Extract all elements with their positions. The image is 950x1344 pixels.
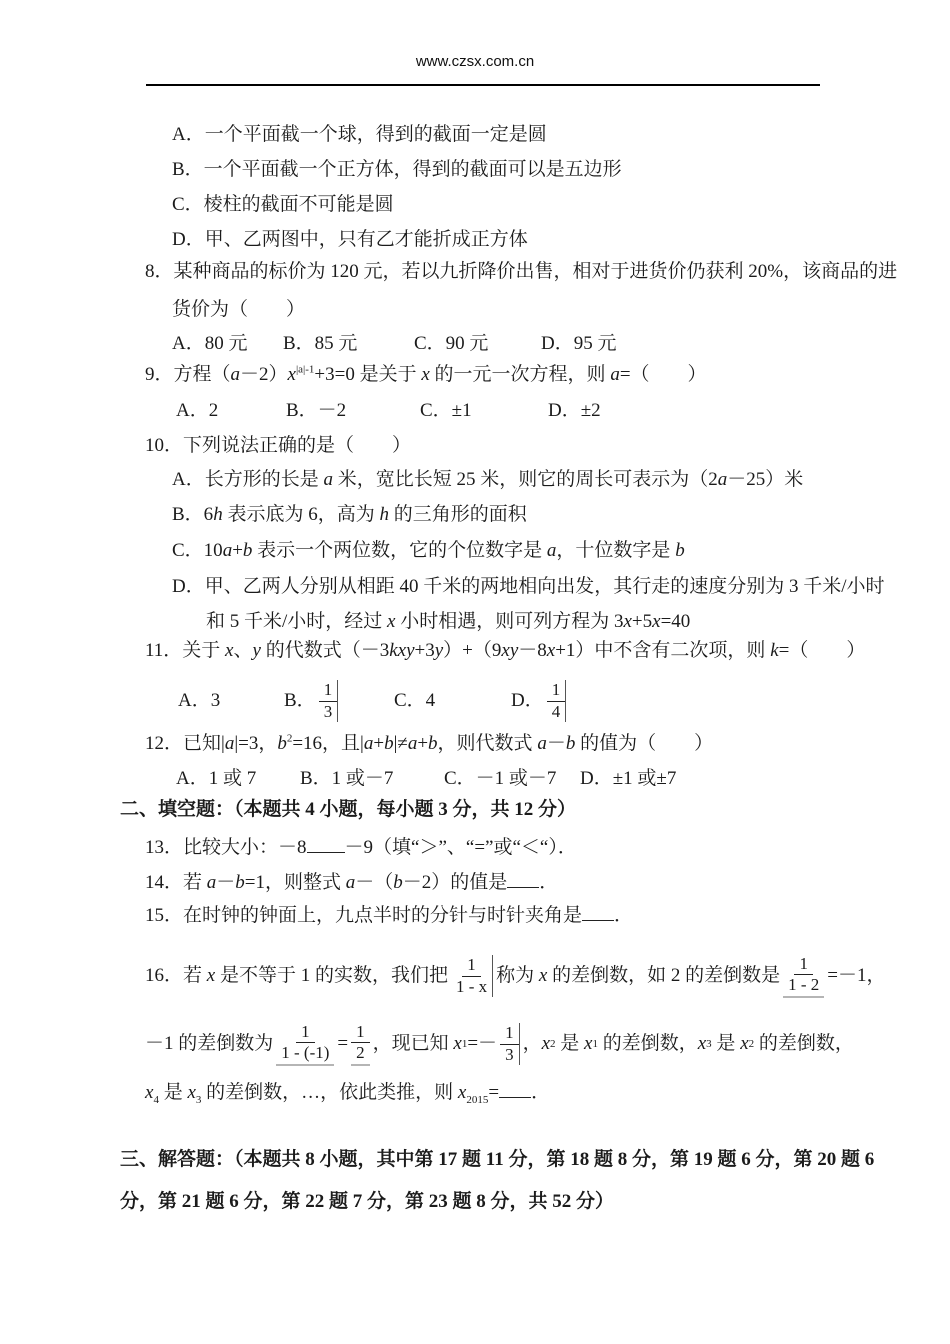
text-run: ）+（9 xyxy=(443,640,502,661)
math-variable: x xyxy=(538,965,548,986)
math-variable: x xyxy=(623,611,632,632)
text-run: 是 xyxy=(711,1033,741,1054)
math-variable: a xyxy=(345,872,356,893)
fraction-denominator: 3 xyxy=(505,1044,514,1064)
text-run: 的三角形的面积 xyxy=(388,504,527,525)
text-run: －2）的值是 xyxy=(402,872,508,893)
text-run: +3 xyxy=(414,640,435,661)
text-run: 10．下列说法正确的是（ ） xyxy=(145,435,412,456)
q16-line3 xyxy=(145,1078,550,1107)
fraction xyxy=(783,954,824,999)
math-variable: b xyxy=(675,540,685,561)
math-variable: a xyxy=(224,733,235,754)
text-run: 表示底为 6，高为 xyxy=(222,504,380,525)
fraction-numerator: 1 xyxy=(462,955,481,976)
fraction-denominator: 4 xyxy=(551,701,561,721)
text-run: =16，且| xyxy=(292,733,364,754)
math-variable: a xyxy=(323,469,333,490)
q10-option-d-cont xyxy=(206,608,690,636)
section3-header-line1 xyxy=(120,1146,874,1174)
text-run: =－ xyxy=(467,1033,498,1054)
subscript: 2015 xyxy=(466,1093,489,1106)
text-run: 的值为（ ） xyxy=(575,733,714,754)
text-run: 16．若 xyxy=(145,965,207,986)
math-variable: a xyxy=(230,364,241,385)
fraction xyxy=(351,1022,370,1067)
text-run: +1）中不含有二次项，则 xyxy=(555,640,771,661)
text-run: D．±1 或±7 xyxy=(580,768,677,789)
q7-option-d xyxy=(172,226,528,254)
text-run: C．－1 或－7 xyxy=(444,768,557,789)
q11-option-d xyxy=(511,669,569,733)
math-variable: k xyxy=(770,640,779,661)
math-variable: x xyxy=(397,640,407,661)
text-run: － xyxy=(216,872,236,893)
text-run: A．长方形的长是 xyxy=(172,469,324,490)
q8-line1 xyxy=(145,258,897,286)
math-variable: y xyxy=(252,640,261,661)
text-run: C．±1 xyxy=(420,400,472,421)
text-run: B．一个平面截一个正方体，得到的截面可以是五边形 xyxy=(172,159,622,180)
q15-stem xyxy=(145,901,633,930)
fraction-numerator: 1 xyxy=(351,1022,370,1043)
q9-stem xyxy=(145,361,707,389)
q9-option-b xyxy=(286,397,346,425)
text-run: A．一个平面截一个球，得到的截面一定是圆 xyxy=(172,124,547,145)
math-variable: h xyxy=(379,504,389,525)
text-run: A．3 xyxy=(178,690,221,711)
q10-stem xyxy=(145,432,411,460)
q11-option-c xyxy=(394,669,435,733)
text-run: B．1 或－7 xyxy=(300,768,394,789)
q7-option-b xyxy=(172,156,622,184)
math-variable: h xyxy=(213,504,223,525)
math-variable: b xyxy=(393,872,403,893)
math-variable: x xyxy=(584,1033,593,1054)
text-run: 9．方程（ xyxy=(145,364,231,385)
math-variable: x xyxy=(145,1082,154,1103)
text-run: 13．比较大小：－8 xyxy=(145,837,307,858)
math-variable: a xyxy=(546,540,557,561)
text-run: = xyxy=(337,1033,349,1054)
text-run: 的差倒数， xyxy=(597,1033,698,1054)
text-run: ，则代数式 xyxy=(437,733,538,754)
q12-stem xyxy=(145,730,713,758)
math-variable: b xyxy=(277,733,287,754)
fraction-denominator: 1 - 2 xyxy=(788,975,820,994)
fraction xyxy=(319,680,339,722)
math-variable: x xyxy=(187,1082,196,1103)
text-run: －8 xyxy=(518,640,547,661)
q16-line1 xyxy=(145,944,886,1008)
math-variable: y xyxy=(406,640,415,661)
q8-line2 xyxy=(172,296,305,324)
text-run: 分，第 21 题 6 分，第 22 题 7 分，第 23 题 8 分，共 52 分） xyxy=(120,1191,615,1212)
text-run: +3=0 是关于 xyxy=(314,364,422,385)
math-variable: x xyxy=(421,364,430,385)
q10-option-c xyxy=(172,537,685,565)
text-run: C．90 元 xyxy=(414,333,489,354)
q11-option-a xyxy=(178,669,220,733)
q16-line2: －1 的差倒数为 $\frac{1}{1 - (-1)}$ = $\frac{1}{2}$ ，现已知 x 1 =－ $\frac{1}{3}$ ， x 2 是 x 1 的差倒数， x 3 是 x 2 的差倒数， xyxy=(145,1012,854,1076)
text-run: 12．已知| xyxy=(145,733,225,754)
text-run: A．2 xyxy=(176,400,219,421)
text-run: 的一元一次方程，则 xyxy=(429,364,611,385)
text-run: 和 5 千米/小时，经过 xyxy=(206,611,388,632)
q8-option-a xyxy=(172,330,247,358)
text-run: =40 xyxy=(660,611,691,632)
fraction-denominator: 1 - x xyxy=(455,976,488,996)
text-run: D．甲、乙两图中，只有乙才能折成正方体 xyxy=(172,229,528,250)
math-variable: a xyxy=(222,540,233,561)
fraction xyxy=(500,1023,520,1065)
q12-option-a xyxy=(176,765,256,793)
section3-header-line2 xyxy=(120,1188,614,1216)
q8-option-c xyxy=(414,330,488,358)
text-run: －9（填“＞”、“=”或“＜“）． xyxy=(344,837,577,858)
fraction xyxy=(547,680,567,722)
q8-option-d xyxy=(541,330,616,358)
fraction xyxy=(451,955,493,997)
math-variable: x xyxy=(457,1082,467,1103)
text-run: 是 xyxy=(555,1033,585,1054)
fraction-numerator: 1 xyxy=(547,680,566,701)
answer-blank xyxy=(507,868,539,888)
q12-option-b xyxy=(300,765,393,793)
text-run: ， xyxy=(522,1033,542,1054)
math-variable: a xyxy=(537,733,547,754)
text-run: 15．在时钟的钟面上，九点半时的分针与时针夹角是 xyxy=(145,905,583,926)
fraction-denominator: 3 xyxy=(323,701,333,721)
text-run: + xyxy=(232,540,243,561)
text-run: 是不等于 1 的实数，我们把 xyxy=(215,965,448,986)
text-run: 的差倒数， xyxy=(754,1033,854,1054)
math-variable: k xyxy=(389,640,398,661)
text-run: 米，宽比长短 25 米，则它的周长可表示为（2 xyxy=(332,469,718,490)
text-run: 14．若 xyxy=(145,872,207,893)
text-run: 、 xyxy=(233,640,253,661)
q10-option-a xyxy=(172,466,803,494)
math-variable: x xyxy=(225,640,234,661)
q7-option-a xyxy=(172,121,547,149)
text-run: 是 xyxy=(158,1082,188,1103)
math-variable: x xyxy=(541,1033,551,1054)
q11-option-b xyxy=(284,669,341,733)
text-run: =1，则整式 xyxy=(244,872,346,893)
text-run: A．80 元 xyxy=(172,333,248,354)
answer-blank xyxy=(582,901,614,921)
text-run: 货价为（ ） xyxy=(172,299,306,320)
superscript: |a|-1 xyxy=(295,363,315,376)
text-run: =（ ） xyxy=(619,364,707,385)
text-run: 的差倒数，…，依此类推，则 xyxy=(201,1082,458,1103)
text-run: C．4 xyxy=(394,690,436,711)
math-variable: b xyxy=(384,733,394,754)
math-variable: b xyxy=(235,872,245,893)
text-run: 的差倒数，如 2 的差倒数是 xyxy=(547,965,781,986)
math-variable: b xyxy=(565,733,576,754)
text-run: 三、解答题：（本题共 8 小题，其中第 17 题 11 分，第 18 题 8 分，第 19 题 6 分，第 20 题 6 xyxy=(120,1149,875,1170)
fraction-numerator: 1 xyxy=(500,1023,519,1044)
header-rule xyxy=(146,84,820,86)
text-run: + xyxy=(417,733,429,754)
math-variable: a xyxy=(363,733,374,754)
q9-option-d xyxy=(548,397,601,425)
text-run: 表示一个两位数，它的个位数字是 xyxy=(252,540,547,561)
math-variable: x xyxy=(387,611,396,632)
text-run: B．85 元 xyxy=(283,333,358,354)
text-run: C．10 xyxy=(172,540,223,561)
superscript: 2 xyxy=(286,732,293,745)
text-run: 小时相遇，则可列方程为 3 xyxy=(395,611,624,632)
text-run: ． xyxy=(614,905,634,926)
text-run: －25）米 xyxy=(727,469,804,490)
q9-option-a xyxy=(176,397,218,425)
math-variable: y xyxy=(434,640,444,661)
text-run: －（ xyxy=(355,872,394,893)
text-run: ，十位数字是 xyxy=(556,540,676,561)
text-run: 二、填空题：（本题共 4 小题，每小题 3 分，共 12 分） xyxy=(120,799,577,820)
text-run: + xyxy=(373,733,385,754)
text-run: B．6 xyxy=(172,504,214,525)
math-variable: a xyxy=(717,469,728,490)
site-url: www.czsx.com.cn xyxy=(415,53,535,70)
q11-stem xyxy=(145,637,865,665)
text-run: C．棱柱的截面不可能是圆 xyxy=(172,194,394,215)
text-run: －2） xyxy=(240,364,288,385)
q10-option-d xyxy=(172,573,885,601)
math-variable: a xyxy=(610,364,620,385)
text-run: |=3， xyxy=(234,733,278,754)
fraction-numerator: 1 xyxy=(296,1022,315,1043)
fraction-numerator: 1 xyxy=(319,680,338,701)
fraction-numerator: 1 xyxy=(794,954,813,975)
fraction-denominator: 2 xyxy=(356,1043,365,1062)
q12-option-c xyxy=(444,765,556,793)
math-variable: x xyxy=(501,640,510,661)
text-run: ，现已知 xyxy=(372,1033,454,1054)
section2-header xyxy=(120,796,576,824)
math-variable: x xyxy=(740,1033,749,1054)
answer-blank xyxy=(307,833,345,853)
math-variable: a xyxy=(206,872,217,893)
text-run: +5 xyxy=(631,611,653,632)
text-run: 的代数式（－3 xyxy=(260,640,390,661)
q13-stem xyxy=(145,833,577,862)
math-variable: b xyxy=(428,733,438,754)
math-variable: a xyxy=(407,733,418,754)
q8-option-b xyxy=(283,330,357,358)
q10-option-b xyxy=(172,501,527,529)
text-run: D． xyxy=(511,690,544,711)
text-run: 称为 xyxy=(496,965,539,986)
text-run: B．－2 xyxy=(286,400,347,421)
text-run: 11．关于 xyxy=(145,640,226,661)
fraction-denominator: 1 - (-1) xyxy=(281,1043,330,1062)
text-run: =（ ） xyxy=(778,640,866,661)
text-run: A．1 或 7 xyxy=(176,768,257,789)
text-run: 8．某种商品的标价为 120 元，若以九折降价出售，相对于进货价仍获利 20%，该商品的进 xyxy=(145,261,898,282)
text-run: D．±2 xyxy=(548,400,601,421)
math-variable: x xyxy=(546,640,556,661)
math-variable: x xyxy=(206,965,216,986)
text-run: =－1， xyxy=(827,965,886,986)
text-run: D．甲、乙两人分别从相距 40 千米的两地相向出发，其行走的速度分别为 3 千米/小时 xyxy=(172,576,885,597)
answer-blank xyxy=(499,1078,531,1098)
subscript: 4 xyxy=(153,1093,159,1106)
math-variable: x xyxy=(652,611,661,632)
fraction xyxy=(276,1022,334,1067)
q12-option-d xyxy=(580,765,676,793)
text-run: ． xyxy=(531,1082,551,1103)
text-run: D．95 元 xyxy=(541,333,617,354)
math-variable: x xyxy=(453,1033,462,1054)
math-variable: x xyxy=(697,1033,707,1054)
text-run: － xyxy=(546,733,566,754)
text-run: ． xyxy=(539,872,559,893)
text-run: |≠ xyxy=(393,733,408,754)
subscript: 3 xyxy=(195,1093,202,1106)
math-variable: b xyxy=(242,540,253,561)
q7-option-c xyxy=(172,191,394,219)
q9-option-c xyxy=(420,397,472,425)
text-run: －1 的差倒数为 xyxy=(145,1033,274,1054)
math-variable: y xyxy=(509,640,519,661)
text-run: B． xyxy=(284,690,316,711)
text-run: = xyxy=(488,1082,500,1103)
q14-stem xyxy=(145,868,558,897)
math-variable: x xyxy=(287,364,296,385)
